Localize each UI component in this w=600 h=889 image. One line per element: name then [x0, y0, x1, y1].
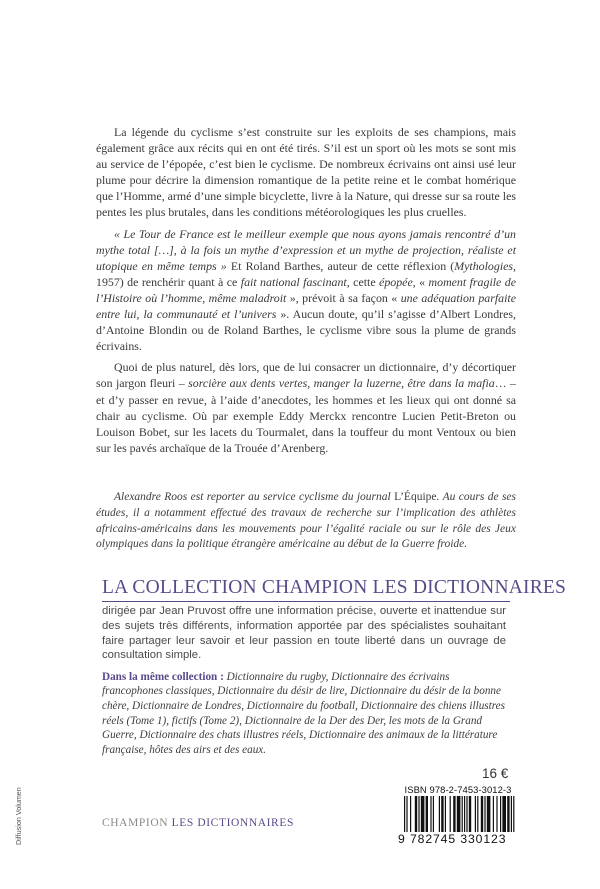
- journal-name: L’Équipe: [394, 491, 437, 503]
- collection-section: [102, 577, 567, 757]
- blurb-paragraph-3: Quoi de plus naturel, dès lors, que de lui consacrer un dictionnaire, d’y décortiquer son jargon fleuri – sorcière aux dents vertes, manger la luzerne, être dans la mafia… – et d’y passer en revue, à l’aide d’anecdotes, les hommes et les lieux qui ont donné sa chair au cyclisme. Où par exemple Eddy Merckx rencontre Lucien Petit-Breton ou Louison Bobet, sur les lacets du Tourmalet, dans la touffeur du mont Ventoux ou bien sur les pavés archaïque de la Trouée d’Arenberg.: [96, 360, 516, 455]
- barcode-bars: [398, 796, 520, 836]
- collection-divider: [102, 601, 510, 602]
- collection-description: dirigée par Jean Pruvost offre une information précise, ouverte et inattendue sur des sujets très différents, information apportée par des spécialistes souhaitant faire partager leur savoir et leur passion en toute liberté dans un ouvrage de consultation simple.: [102, 605, 506, 662]
- same-collection-label: Dans la même collection :: [102, 670, 224, 683]
- blurb-text: [96, 124, 516, 456]
- same-collection-list: Dans la même collection : Dictionnaire du rugby, Dictionnaire des écrivains francophones classiques, Dictionnaire du désir de lire, Dictionnaire du désir de la bonne chère, Dictionnaire de Londres, Dictionnaire du football, Dictionnaire des chiens illustres réels (Tome 1), fictifs (Tome 2), Dictionnaire de la Der des Der, les mots de la Grand Guerre, Dictionnaire des chats illustres réels, Dictionnaire des animaux de la littérature française, hôtes des airs et des eaux.: [102, 670, 506, 756]
- collection-title: LA COLLECTION CHAMPION LES DICTIONNAIRES: [102, 577, 567, 598]
- isbn-text: ISBN 978-2-7453-3012-3: [404, 784, 512, 795]
- tour-quote: « Le Tour de France est le meilleur exemple que nous ayons jamais rencontré d’un mythe total […], à la fois un mythe d’expression et un mythe de projection, réaliste et utopique en même temps »: [96, 226, 516, 273]
- blurb-paragraph-1: La légende du cyclisme s’est construite sur les exploits de ses champions, mais également grâce aux récits qui en ont été tirés. S’il est un sport où les mots se sont mis au service de l’épopée, c’est bien le cyclisme. De nombreux écrivains ont ainsi usé leur plume pour décrire la dimension romantique de la petite reine et le combat homérique que l’Homme, armé d’une simple bicyclette, livre à la Nature, qui dresse sur sa route les pentes les plus brutales, dans les conditions météorologiques les plus cruelles.: [96, 125, 516, 220]
- collection-brand: CHAMPION LES DICTIONNAIRES: [102, 817, 294, 829]
- author-bio: Alexandre Roos est reporter au service cyclisme du journal L’Équipe. Au cours de ses études, il a notamment effectué des travaux de recherche sur l’implication des athlètes africains-américains dans les mouvements pour l’égalité raciale ou sur le rôle des Jeux olympiques dans la politique étrangère américaine au début de la Guerre froide.: [96, 491, 517, 551]
- barcode-digits: 9 782745 330123: [398, 832, 507, 846]
- blurb-paragraph-2: « Le Tour de France est le meilleur exemple que nous ayons jamais rencontré d’un mythe total […], à la fois un mythe d’expression et un mythe de projection, réaliste et utopique en même temps » Et Roland Barthes, auteur de cette réflexion (Mythologies, 1957) de renchérir quant à ce fait national fascinant, cette épopée, « moment fragile de l’Histoire où l’homme, même maladroit », prévoit à sa façon « une adéquation parfaite entre lui, la communauté et l’univers ». Aucun doute, qu’il s’agisse d’Albert Londres, d’Antoine Blondin ou de Roland Barthes, le cyclisme vibre sous la plume de grands écrivains.: [96, 226, 517, 354]
- price-label: 16 €: [482, 766, 509, 781]
- distributor-label: Diffusion Volumen: [14, 787, 23, 845]
- isbn-barcode: [398, 782, 518, 846]
